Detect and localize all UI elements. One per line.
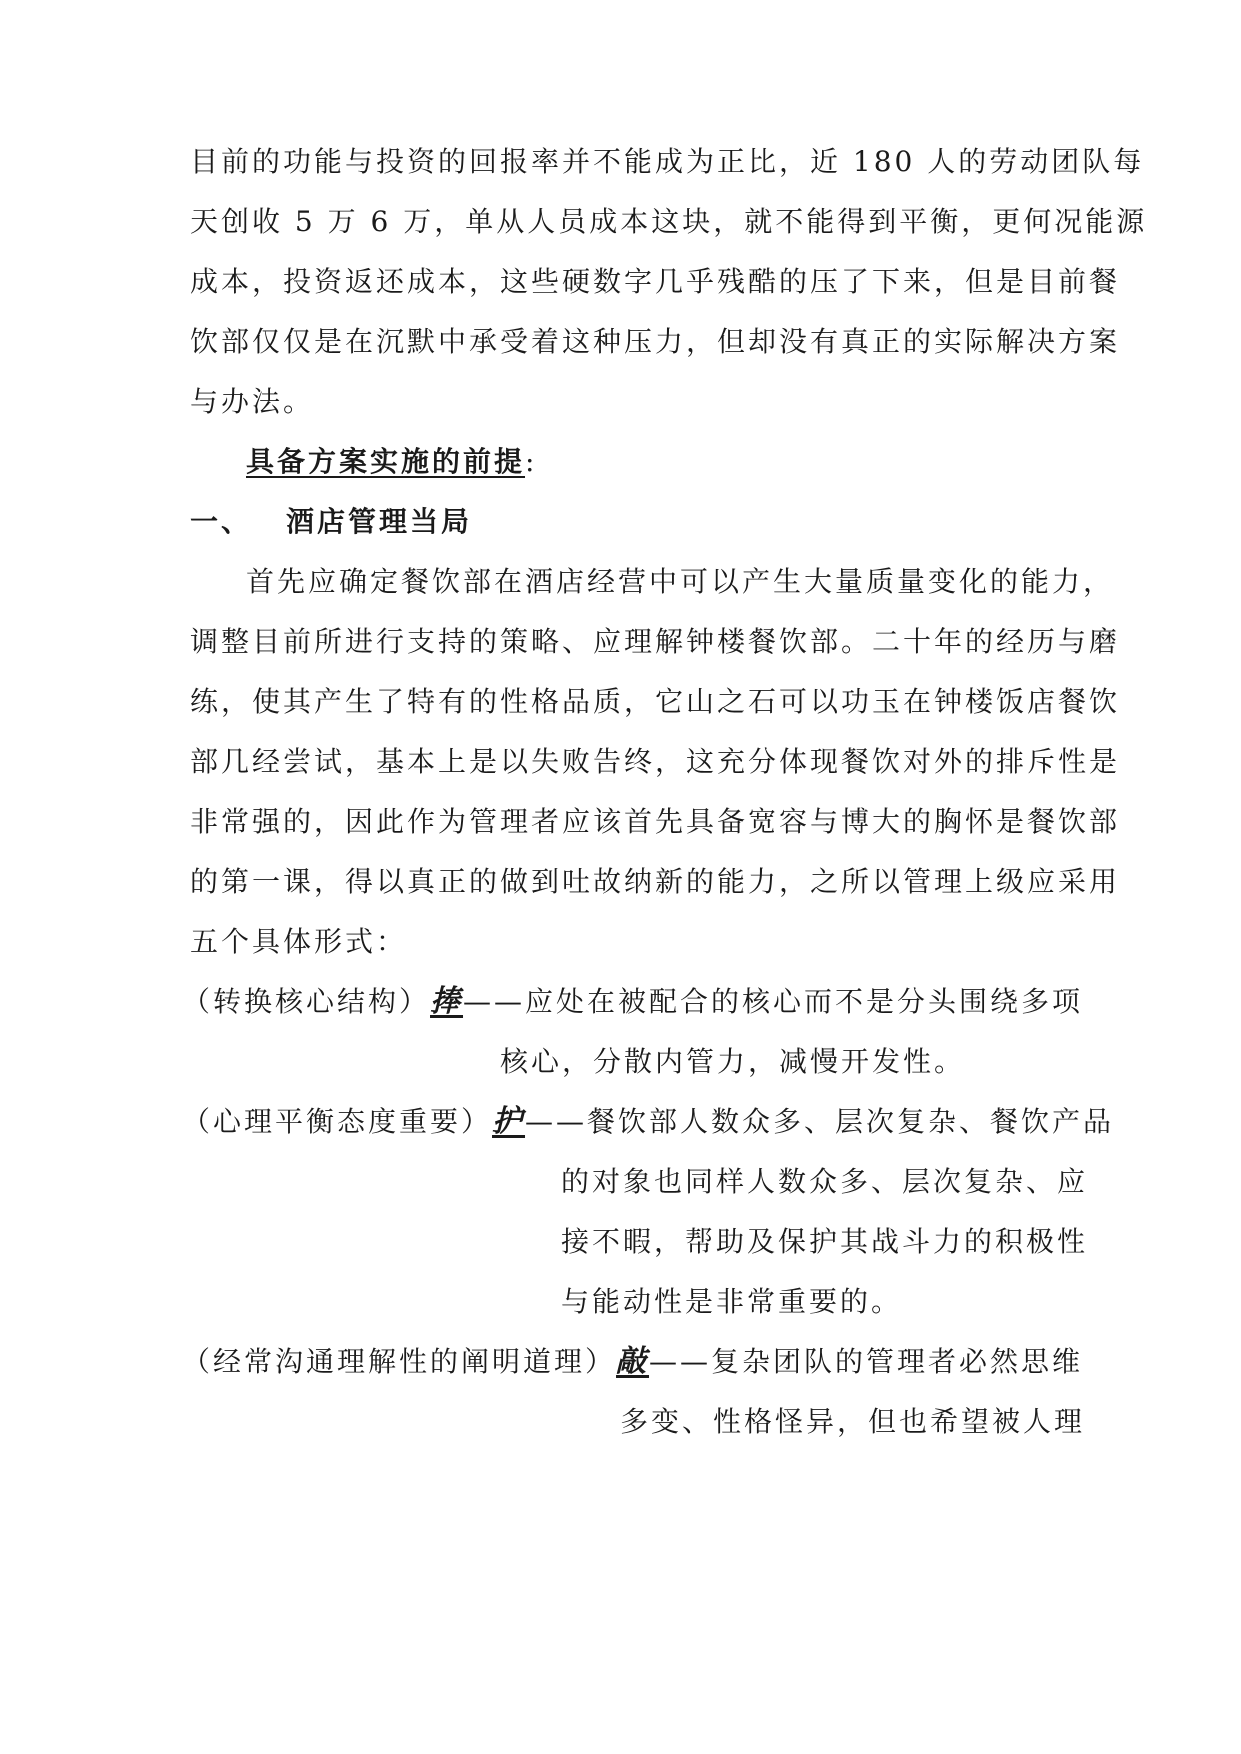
item-continuation: 核心，分散内管力，减慢开发性。 <box>500 1045 966 1078</box>
item-dash: —— <box>525 1105 588 1138</box>
paragraph-line: 目前的功能与投资的回报率并不能成为正比，近 180 人的劳动团队每 <box>190 145 1145 178</box>
item-keyword: 捧 <box>430 984 464 1019</box>
list-item <box>182 1102 1115 1142</box>
subheading-text: 酒店管理当局 <box>286 505 473 538</box>
item-keyword: 敲 <box>616 1344 650 1379</box>
item-dash: —— <box>463 985 526 1018</box>
item-continuation: 与能动性是非常重要的。 <box>561 1285 903 1318</box>
paragraph-line: 练，使其产生了特有的性格品质，它山之石可以功玉在钟楼饭店餐饮 <box>190 685 1121 718</box>
section-heading <box>246 442 1050 482</box>
paragraph-line: 部几经尝试，基本上是以失败告终，这充分体现餐饮对外的排斥性是 <box>190 745 1121 778</box>
paragraph-line: 首先应确定餐饮部在酒店经营中可以产生大量质量变化的能力， <box>246 565 1115 598</box>
item-continuation: 接不暇，帮助及保护其战斗力的积极性 <box>561 1225 1089 1258</box>
paragraph-line: 五个具体形式： <box>190 925 408 958</box>
paragraph-line: 非常强的，因此作为管理者应该首先具备宽容与博大的胸怀是餐饮部 <box>190 805 1121 838</box>
item-text: 复杂团队的管理者必然思维 <box>711 1345 1084 1378</box>
paragraph-line: 调整目前所进行支持的策略、应理解钟楼餐饮部。二十年的经历与磨 <box>190 625 1121 658</box>
subheading-number: 一、 <box>190 505 253 538</box>
paragraph-line: 的第一课，得以真正的做到吐故纳新的能力，之所以管理上级应采用 <box>190 865 1121 898</box>
item-keyword: 护 <box>492 1104 526 1139</box>
paragraph-line: 饮部仅仅是在沉默中承受着这种压力，但却没有真正的实际解决方案 <box>190 325 1121 358</box>
subheading <box>190 502 1050 542</box>
section-heading-colon: : <box>525 445 538 478</box>
list-item <box>182 1342 1084 1382</box>
item-prefix: （经常沟通理解性的阐明道理） <box>182 1345 617 1378</box>
paragraph-line: 成本，投资返还成本，这些硬数字几乎残酷的压了下来，但是目前餐 <box>190 265 1121 298</box>
item-text: 应处在被配合的核心而不是分头围绕多项 <box>525 985 1084 1018</box>
paragraph-line: 与办法。 <box>190 385 315 418</box>
item-prefix: （转换核心结构） <box>182 985 431 1018</box>
item-dash: —— <box>649 1345 712 1378</box>
section-heading-text: 具备方案实施的前提 <box>246 445 526 478</box>
list-item <box>182 982 1084 1022</box>
item-text: 餐饮部人数众多、层次复杂、餐饮产品 <box>587 1105 1115 1138</box>
item-prefix: （心理平衡态度重要） <box>182 1105 493 1138</box>
paragraph-line: 天创收 5 万 6 万，单从人员成本这块，就不能得到平衡，更何况能源 <box>190 205 1148 238</box>
item-continuation: 多变、性格怪异，但也希望被人理 <box>620 1405 1086 1438</box>
item-continuation: 的对象也同样人数众多、层次复杂、应 <box>561 1165 1089 1198</box>
